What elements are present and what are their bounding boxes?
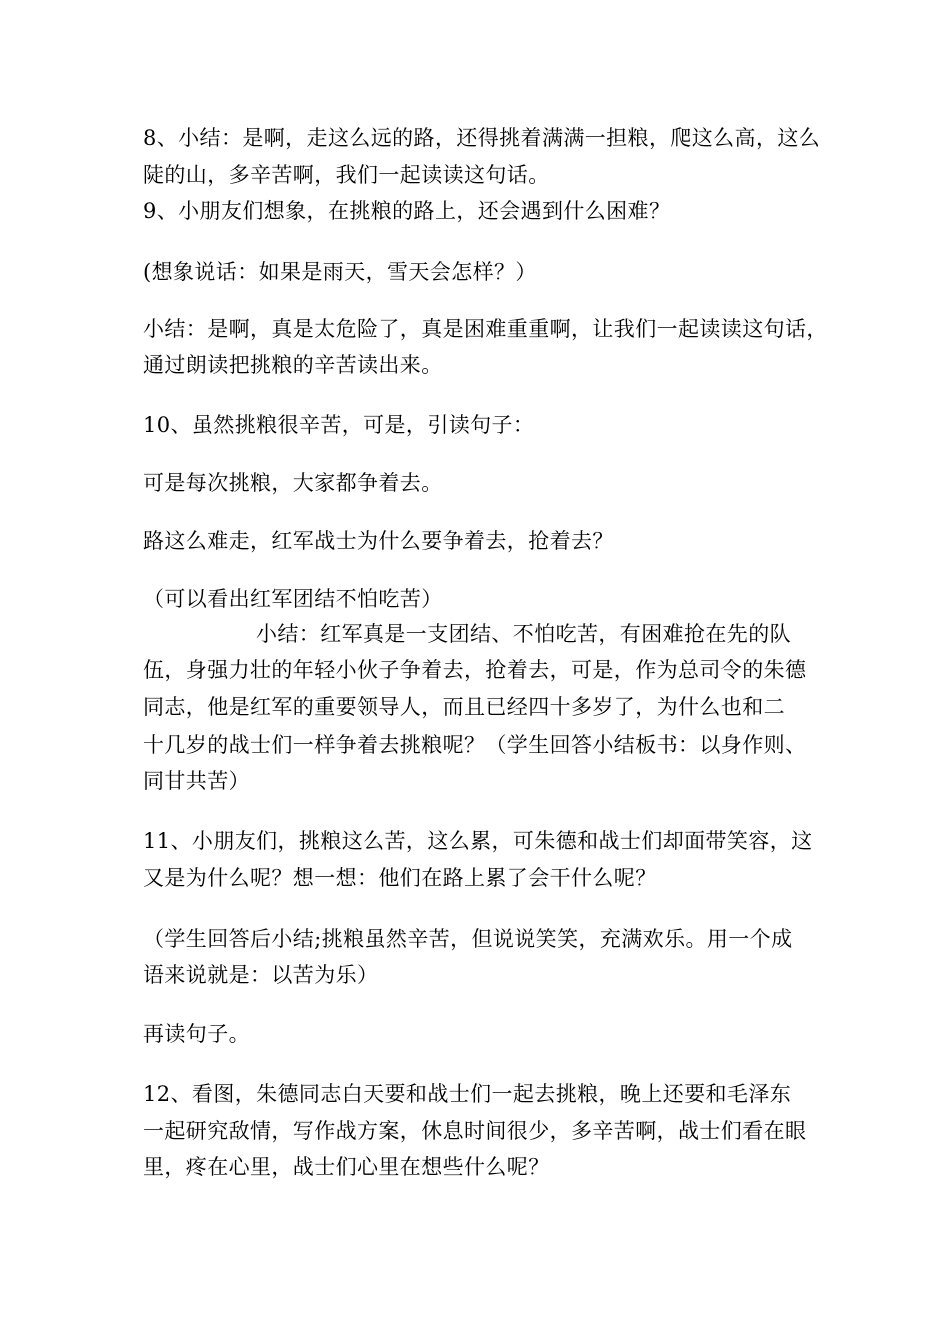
text-line: 8、小结：是啊，走这么远的路，还得挑着满满一担粮，爬这么高，这么 xyxy=(143,126,821,150)
text-line: 再读句子。 xyxy=(143,1022,250,1046)
text-line: 同甘共苦） xyxy=(143,769,250,793)
text-line: 同志，他是红军的重要领导人，而且已经四十多岁了，为什么也和二 xyxy=(143,695,785,719)
text-line: 语来说就是：以苦为乐） xyxy=(143,963,379,987)
text-line: 里，疼在心里，战士们心里在想些什么呢？ xyxy=(143,1155,550,1179)
text-line: 小结：是啊，真是太危险了，真是困难重重啊，让我们一起读读这句话， xyxy=(143,317,828,341)
text-line: 路这么难走，红军战士为什么要争着去，抢着去？ xyxy=(143,529,614,553)
text-line: 通过朗读把挑粮的辛苦读出来。 xyxy=(143,353,443,377)
text-line: 9、小朋友们想象，在挑粮的路上，还会遇到什么困难？ xyxy=(143,199,671,223)
text-line: 小结：红军真是一支团结、不怕吃苦，有困难抢在先的队 xyxy=(256,622,791,646)
text-line: 11、小朋友们，挑粮这么苦，这么累，可朱德和战士们却面带笑容，这 xyxy=(143,829,813,853)
text-line: 十几岁的战士们一样争着去挑粮呢？（学生回答小结板书：以身作则、 xyxy=(143,733,807,757)
text-line: 又是为什么呢？想一想：他们在路上累了会干什么呢？ xyxy=(143,866,657,890)
text-line: 一起研究敌情，写作战方案，休息时间很少，多辛苦啊，战士们看在眼 xyxy=(143,1119,807,1143)
text-line: 可是每次挑粮，大家都争着去。 xyxy=(143,471,443,495)
text-line: 12、看图，朱德同志白天要和战士们一起去挑粮，晚上还要和毛泽东 xyxy=(143,1082,792,1106)
text-line: （可以看出红军团结不怕吃苦） xyxy=(143,587,443,611)
text-line: 陡的山，多辛苦啊，我们一起读读这句话。 xyxy=(143,163,550,187)
text-line: (想象说话：如果是雨天，雪天会怎样？） xyxy=(143,260,537,284)
text-line: 10、虽然挑粮很辛苦，可是，引读句子： xyxy=(143,413,535,437)
text-line: （学生回答后小结;挑粮虽然辛苦，但说说笑笑，充满欢乐。用一个成 xyxy=(143,927,793,951)
text-line: 伍，身强力壮的年轻小伙子争着去，抢着去，可是，作为总司令的朱德 xyxy=(143,658,807,682)
